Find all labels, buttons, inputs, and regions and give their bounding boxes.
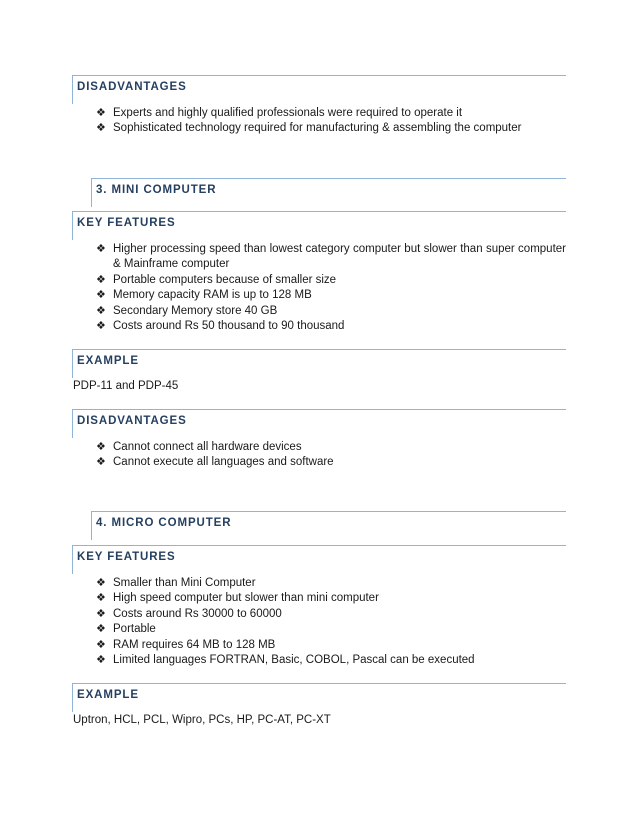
list-item: ❖ Smaller than Mini Computer xyxy=(96,576,566,591)
diamond-bullet-icon: ❖ xyxy=(96,107,106,119)
mini-key-features-heading xyxy=(72,211,566,233)
disadvantages-heading xyxy=(72,75,566,97)
diamond-bullet-icon: ❖ xyxy=(96,623,106,636)
mini-disadvantages-list xyxy=(96,440,566,471)
heading-label: DISADVANTAGES xyxy=(77,81,187,93)
micro-key-features-list xyxy=(96,576,566,668)
heading-label: KEY FEATURES xyxy=(77,217,176,229)
heading-label: EXAMPLE xyxy=(77,355,139,367)
disadvantages-list xyxy=(96,106,566,137)
diamond-bullet-icon: ❖ xyxy=(96,441,106,453)
micro-example-text: Uptron, HCL, PCL, Wipro, PCs, HP, PC-AT, PC-XT xyxy=(73,714,331,726)
list-item: ❖ High speed computer but slower than mini computer xyxy=(96,591,566,606)
list-item: ❖ Memory capacity RAM is up to 128 MB xyxy=(96,288,566,303)
list-item: ❖ Cannot execute all languages and software xyxy=(96,455,566,470)
heading-label: 3. MINI COMPUTER xyxy=(96,184,217,196)
heading-label: KEY FEATURES xyxy=(77,551,176,563)
diamond-bullet-icon: ❖ xyxy=(96,122,106,135)
diamond-bullet-icon: ❖ xyxy=(96,456,106,469)
diamond-bullet-icon: ❖ xyxy=(96,607,106,620)
micro-key-features-heading xyxy=(72,545,566,567)
mini-example-text: PDP-11 and PDP-45 xyxy=(73,380,179,392)
diamond-bullet-icon: ❖ xyxy=(96,289,106,302)
diamond-bullet-icon: ❖ xyxy=(96,320,106,333)
mini-disadvantages-heading xyxy=(72,409,566,431)
micro-example-heading xyxy=(72,683,566,705)
diamond-bullet-icon: ❖ xyxy=(96,638,106,651)
list-item: ❖ Portable computers because of smaller size xyxy=(96,273,566,288)
diamond-bullet-icon: ❖ xyxy=(96,304,106,317)
list-item: ❖ Secondary Memory store 40 GB xyxy=(96,304,566,319)
heading-label: EXAMPLE xyxy=(77,689,139,701)
heading-label: DISADVANTAGES xyxy=(77,415,187,427)
diamond-bullet-icon: ❖ xyxy=(96,243,106,255)
diamond-bullet-icon: ❖ xyxy=(96,592,106,605)
mini-computer-heading xyxy=(91,178,566,200)
diamond-bullet-icon: ❖ xyxy=(96,654,106,667)
list-item: ❖ Costs around Rs 30000 to 60000 xyxy=(96,607,566,622)
list-item: ❖ Costs around Rs 50 thousand to 90 thousand xyxy=(96,319,566,334)
diamond-bullet-icon: ❖ xyxy=(96,577,106,589)
list-item: ❖ Cannot connect all hardware devices xyxy=(96,440,566,455)
list-item: ❖ Portable xyxy=(96,622,566,637)
mini-key-features-list xyxy=(96,242,566,334)
list-item: ❖ Sophisticated technology required for manufacturing & assembling the computer xyxy=(96,121,566,136)
heading-label: 4. MICRO COMPUTER xyxy=(96,517,232,529)
mini-example-heading xyxy=(72,349,566,371)
micro-computer-heading xyxy=(91,511,566,533)
list-item: ❖ Experts and highly qualified professionals were required to operate it xyxy=(96,106,566,121)
list-item: ❖ RAM requires 64 MB to 128 MB xyxy=(96,638,566,653)
list-item: ❖ Limited languages FORTRAN, Basic, COBOL, Pascal can be executed xyxy=(96,653,566,668)
list-item: ❖ Higher processing speed than lowest category computer but slower than super computer & Mainframe computer xyxy=(96,243,566,271)
diamond-bullet-icon: ❖ xyxy=(96,273,106,286)
